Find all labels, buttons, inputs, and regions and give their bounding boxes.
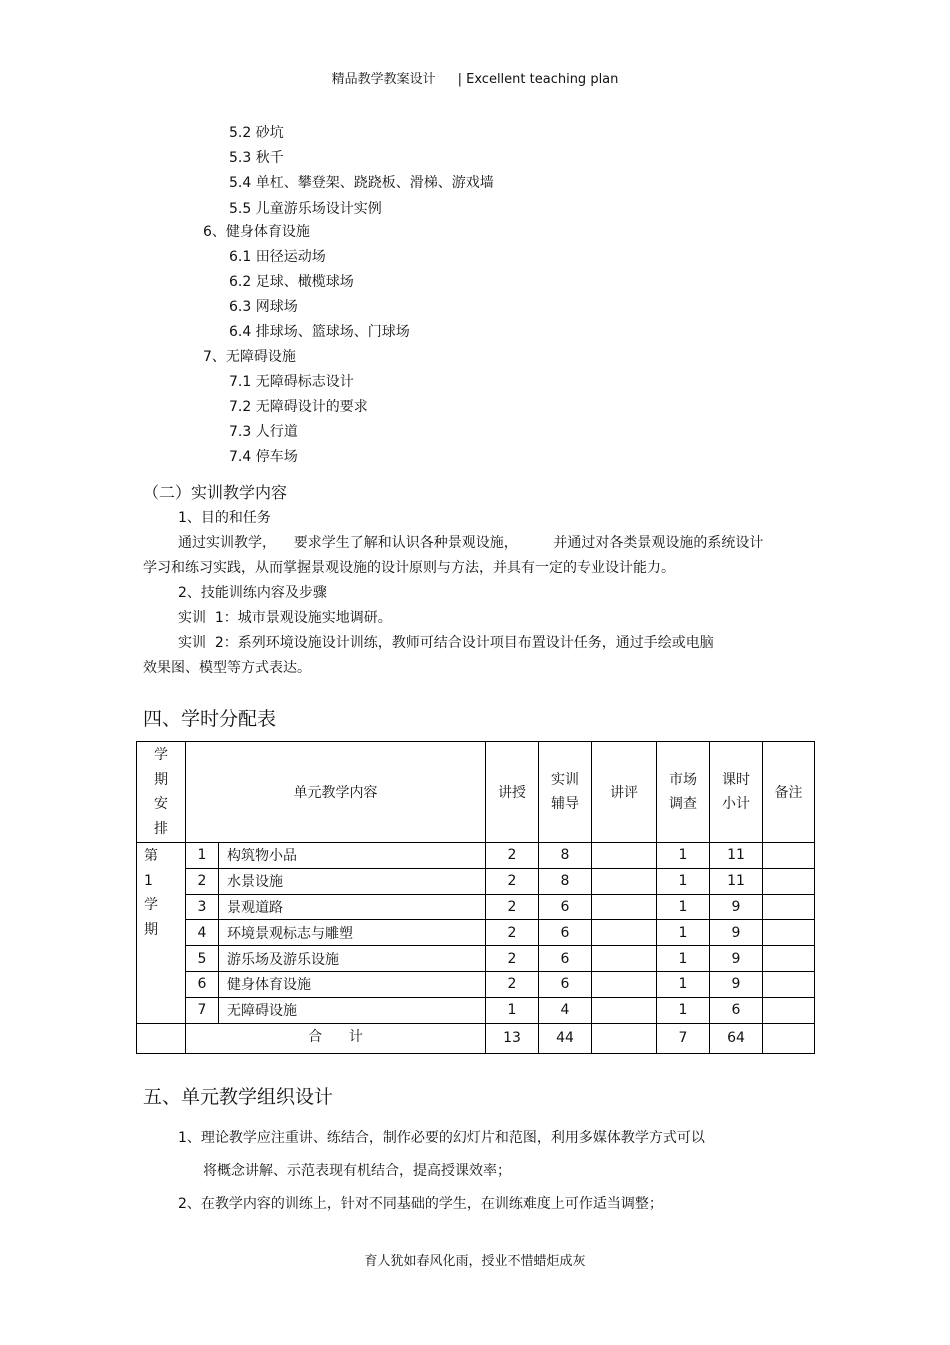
outline-item: 6.1 田径运动场 <box>229 249 326 265</box>
row-name: 无障碍设施 <box>219 997 486 1023</box>
outline-item: 5.2 砂坑 <box>229 125 284 141</box>
header-review: 讲评 <box>592 742 657 843</box>
goal-paragraph-line: 通过实训教学， 要求学生了解和认识各种景观设施， 并通过对各类景观设施的系统设计 <box>178 535 764 551</box>
row-survey: 1 <box>657 843 710 869</box>
table-total-row <box>137 1023 815 1053</box>
total-survey: 7 <box>657 1023 710 1053</box>
row-no: 7 <box>186 997 219 1023</box>
row-hours: 9 <box>710 920 763 946</box>
row-remark <box>763 920 815 946</box>
header-training: 实训 辅导 <box>539 742 592 843</box>
row-review <box>592 920 657 946</box>
row-survey: 1 <box>657 997 710 1023</box>
header-content: 单元教学内容 <box>186 742 486 843</box>
step-2-line: 效果图、模型等方式表达。 <box>143 660 311 676</box>
goal-title: 1、目的和任务 <box>178 510 271 526</box>
outline-item: 7.4 停车场 <box>229 449 298 465</box>
header-survey: 市场 调查 <box>657 742 710 843</box>
row-training: 8 <box>539 868 592 894</box>
row-remark <box>763 843 815 869</box>
row-lecture: 2 <box>486 843 539 869</box>
outline-item: 5.4 单杠、攀登架、跷跷板、滑梯、游戏墙 <box>229 175 494 191</box>
row-hours: 9 <box>710 946 763 972</box>
total-semester-cell <box>137 1023 186 1053</box>
row-lecture: 2 <box>486 971 539 997</box>
total-label: 合 计 <box>186 1023 486 1053</box>
row-review <box>592 894 657 920</box>
row-no: 5 <box>186 946 219 972</box>
row-no: 4 <box>186 920 219 946</box>
step-1: 实训 1：城市景观设施实地调研。 <box>178 610 392 626</box>
total-training: 44 <box>539 1023 592 1053</box>
section5-title: 五、单元教学组织设计 <box>143 1086 334 1108</box>
table-row <box>137 868 815 894</box>
row-hours: 6 <box>710 997 763 1023</box>
row-no: 6 <box>186 971 219 997</box>
total-hours: 64 <box>710 1023 763 1053</box>
outline-item: 6.2 足球、橄榄球场 <box>229 274 354 290</box>
row-lecture: 1 <box>486 997 539 1023</box>
row-lecture: 2 <box>486 920 539 946</box>
table-row <box>137 971 815 997</box>
outline-item: 6、健身体育设施 <box>203 224 310 240</box>
row-survey: 1 <box>657 894 710 920</box>
row-name: 景观道路 <box>219 894 486 920</box>
row-training: 8 <box>539 843 592 869</box>
outline-item: 5.3 秋千 <box>229 150 284 166</box>
outline-item: 7.3 人行道 <box>229 424 298 440</box>
header-subtotal: 课时 小计 <box>710 742 763 843</box>
row-training: 6 <box>539 894 592 920</box>
row-survey: 1 <box>657 868 710 894</box>
row-remark <box>763 894 815 920</box>
steps-title: 2、技能训练内容及步骤 <box>178 585 327 601</box>
outline-item: 7.2 无障碍设计的要求 <box>229 399 368 415</box>
page-footer: 育人犹如春风化雨，授业不惜蜡炬成灰 <box>364 1254 586 1269</box>
row-training: 6 <box>539 971 592 997</box>
row-review <box>592 868 657 894</box>
header-lecture: 讲授 <box>486 742 539 843</box>
row-name: 环境景观标志与雕塑 <box>219 920 486 946</box>
row-remark <box>763 971 815 997</box>
total-remark <box>763 1023 815 1053</box>
row-hours: 11 <box>710 868 763 894</box>
row-survey: 1 <box>657 920 710 946</box>
outline-item: 6.3 网球场 <box>229 299 298 315</box>
header-remark: 备注 <box>763 742 815 843</box>
header-semester: 学 期 安 排 <box>137 742 186 843</box>
row-no: 3 <box>186 894 219 920</box>
outline-item: 6.4 排球场、篮球场、门球场 <box>229 324 410 340</box>
table-header-row <box>137 742 815 843</box>
header-en: | Excellent teaching plan <box>457 72 619 87</box>
row-training: 6 <box>539 946 592 972</box>
row-review <box>592 843 657 869</box>
row-remark <box>763 997 815 1023</box>
semester-label: 第 1 学 期 <box>137 843 186 1024</box>
row-no: 2 <box>186 868 219 894</box>
section5-item2: 2、在教学内容的训练上，针对不同基础的学生，在训练难度上可作适当调整； <box>178 1196 663 1212</box>
row-lecture: 2 <box>486 868 539 894</box>
page-header <box>0 68 950 87</box>
row-no: 1 <box>186 843 219 869</box>
section4-title: 四、学时分配表 <box>143 708 277 730</box>
outline-item: 5.5 儿童游乐场设计实例 <box>229 201 382 217</box>
section5-item1-line: 将概念讲解、示范表现有机结合，提高授课效率； <box>203 1163 511 1179</box>
row-training: 4 <box>539 997 592 1023</box>
row-remark <box>763 946 815 972</box>
table-row <box>137 894 815 920</box>
outline-item: 7.1 无障碍标志设计 <box>229 374 354 390</box>
total-lecture: 13 <box>486 1023 539 1053</box>
section5-item1-line: 1、理论教学应注重讲、练结合，制作必要的幻灯片和范图，利用多媒体教学方式可以 <box>178 1130 705 1146</box>
row-review <box>592 997 657 1023</box>
table-row <box>137 946 815 972</box>
row-survey: 1 <box>657 971 710 997</box>
row-hours: 11 <box>710 843 763 869</box>
hours-allocation-table <box>136 741 815 1054</box>
row-remark <box>763 868 815 894</box>
row-name: 健身体育设施 <box>219 971 486 997</box>
table-row <box>137 843 815 869</box>
step-2-line: 实训 2：系列环境设施设计训练，教师可结合设计项目布置设计任务，通过手绘或电脑 <box>178 635 714 651</box>
practical-heading: （二）实训教学内容 <box>143 483 288 502</box>
row-review <box>592 971 657 997</box>
row-lecture: 2 <box>486 946 539 972</box>
outline-item: 7、无障碍设施 <box>203 349 296 365</box>
row-lecture: 2 <box>486 894 539 920</box>
row-hours: 9 <box>710 894 763 920</box>
row-name: 水景设施 <box>219 868 486 894</box>
row-hours: 9 <box>710 971 763 997</box>
row-review <box>592 946 657 972</box>
row-survey: 1 <box>657 946 710 972</box>
row-training: 6 <box>539 920 592 946</box>
table-row <box>137 920 815 946</box>
row-name: 构筑物小品 <box>219 843 486 869</box>
row-name: 游乐场及游乐设施 <box>219 946 486 972</box>
total-review <box>592 1023 657 1053</box>
header-cn: 精品教学教案设计 <box>331 72 436 87</box>
goal-paragraph-line: 学习和练习实践，从而掌握景观设施的设计原则与方法，并具有一定的专业设计能力。 <box>143 560 675 576</box>
table-row <box>137 997 815 1023</box>
